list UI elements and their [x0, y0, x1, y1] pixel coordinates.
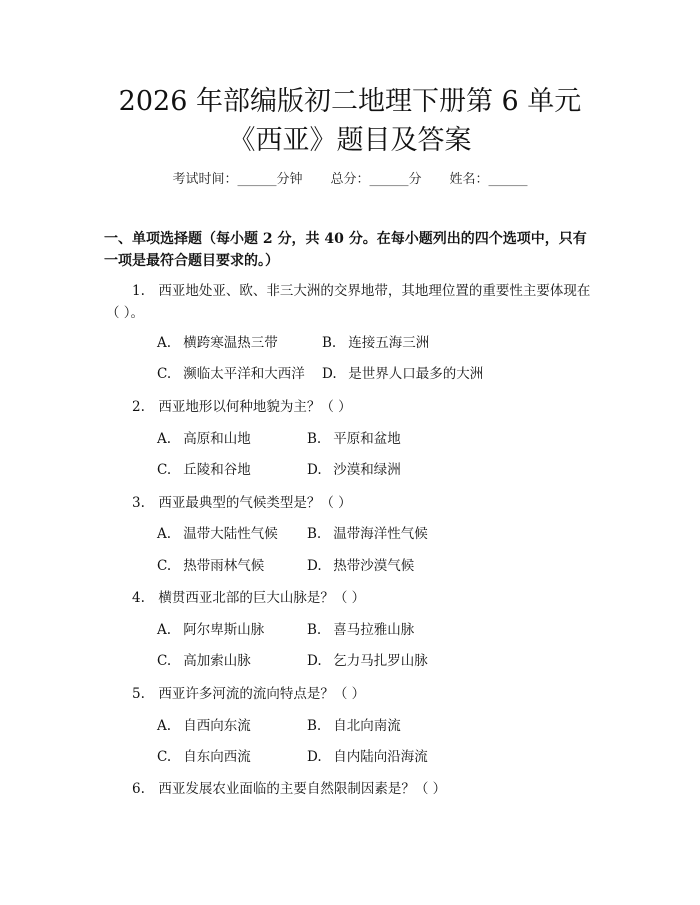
option-3d [307, 556, 414, 576]
question-4 [132, 587, 622, 609]
option-3c [157, 556, 264, 576]
option-text: 喜马拉雅山脉 [333, 622, 415, 638]
option-text: 丘陵和谷地 [183, 462, 251, 478]
question-number: 5. [132, 686, 145, 702]
option-2a [157, 429, 251, 449]
option-letter: C. [157, 558, 172, 574]
question-text: 横贯西亚北部的巨大山脉是？（ ） [158, 590, 366, 606]
option-text: 热带雨林气候 [183, 558, 265, 574]
question-text: 西亚地处亚、欧、非三大洲的交界地带，其地理位置的重要性主要体现在（ ）。 [106, 283, 591, 321]
exam-info [0, 168, 700, 187]
option-text: 阿尔卑斯山脉 [183, 622, 265, 638]
option-4a [157, 620, 264, 640]
option-3b [307, 524, 428, 544]
option-text: 连接五海三洲 [348, 335, 430, 351]
total-score-field: 总分：______分 [330, 172, 422, 187]
option-letter: C. [157, 653, 172, 669]
question-1 [106, 280, 596, 324]
option-letter: A. [157, 718, 172, 734]
option-letter: B. [307, 431, 322, 447]
option-letter: B. [307, 526, 322, 542]
question-6 [132, 778, 622, 800]
option-letter: C. [157, 749, 172, 765]
option-text: 濒临太平洋和大西洋 [183, 366, 305, 382]
option-text: 温带大陆性气候 [183, 526, 278, 542]
option-2c [157, 460, 251, 480]
name-field: 姓名：______ [449, 172, 528, 187]
option-letter: B. [322, 335, 337, 351]
option-1b [322, 333, 429, 353]
option-letter: D. [307, 558, 322, 574]
question-5 [132, 683, 622, 705]
option-text: 温带海洋性气候 [333, 526, 428, 542]
option-text: 是世界人口最多的大洲 [348, 366, 484, 382]
option-letter: D. [307, 653, 322, 669]
option-letter: C. [157, 366, 172, 382]
option-5c [157, 747, 251, 767]
option-letter: C. [157, 462, 172, 478]
option-4c [157, 651, 251, 671]
option-text: 自东向西流 [183, 749, 251, 765]
option-text: 平原和盆地 [333, 431, 401, 447]
option-letter: B. [307, 622, 322, 638]
option-text: 高原和山地 [183, 431, 251, 447]
question-number: 2. [132, 399, 145, 415]
question-text: 西亚许多河流的流向特点是？（ ） [158, 686, 366, 702]
option-letter: D. [322, 366, 337, 382]
question-text: 西亚发展农业面临的主要自然限制因素是？（ ） [158, 781, 447, 797]
exam-time-field: 考试时间：______分钟 [172, 172, 303, 187]
option-2d [307, 460, 401, 480]
option-text: 乞力马扎罗山脉 [333, 653, 428, 669]
option-4d [307, 651, 428, 671]
option-letter: A. [157, 431, 172, 447]
option-letter: D. [307, 749, 322, 765]
option-text: 横跨寒温热三带 [183, 335, 278, 351]
section-heading: 一、单项选择题（每小题 2 分，共 40 分。在每小题列出的四个选项中，只有一项是最符合题目要求的。） [104, 231, 587, 269]
option-text: 自内陆向沿海流 [333, 749, 428, 765]
option-letter: A. [157, 335, 172, 351]
question-number: 1. [132, 283, 145, 299]
question-text: 西亚地形以何种地貌为主？（ ） [158, 399, 352, 415]
question-2 [132, 396, 622, 418]
question-3 [132, 492, 622, 514]
option-letter: A. [157, 526, 172, 542]
option-5d [307, 747, 428, 767]
document-title: 2026 年部编版初二地理下册第 6 单元《西亚》题目及答案 [118, 86, 582, 156]
question-number: 3. [132, 495, 145, 511]
option-text: 自北向南流 [333, 718, 401, 734]
option-text: 热带沙漠气候 [333, 558, 415, 574]
option-1d [322, 364, 483, 384]
option-3a [157, 524, 278, 544]
option-letter: B. [307, 718, 322, 734]
option-letter: D. [307, 462, 322, 478]
option-5b [307, 716, 401, 736]
option-1a [157, 333, 278, 353]
option-1c [157, 364, 305, 384]
option-5a [157, 716, 251, 736]
question-text: 西亚最典型的气候类型是？（ ） [158, 495, 352, 511]
question-number: 6. [132, 781, 145, 797]
option-text: 自西向东流 [183, 718, 251, 734]
option-4b [307, 620, 414, 640]
question-number: 4. [132, 590, 145, 606]
option-letter: A. [157, 622, 172, 638]
option-text: 高加索山脉 [183, 653, 251, 669]
option-text: 沙漠和绿洲 [333, 462, 401, 478]
option-2b [307, 429, 401, 449]
